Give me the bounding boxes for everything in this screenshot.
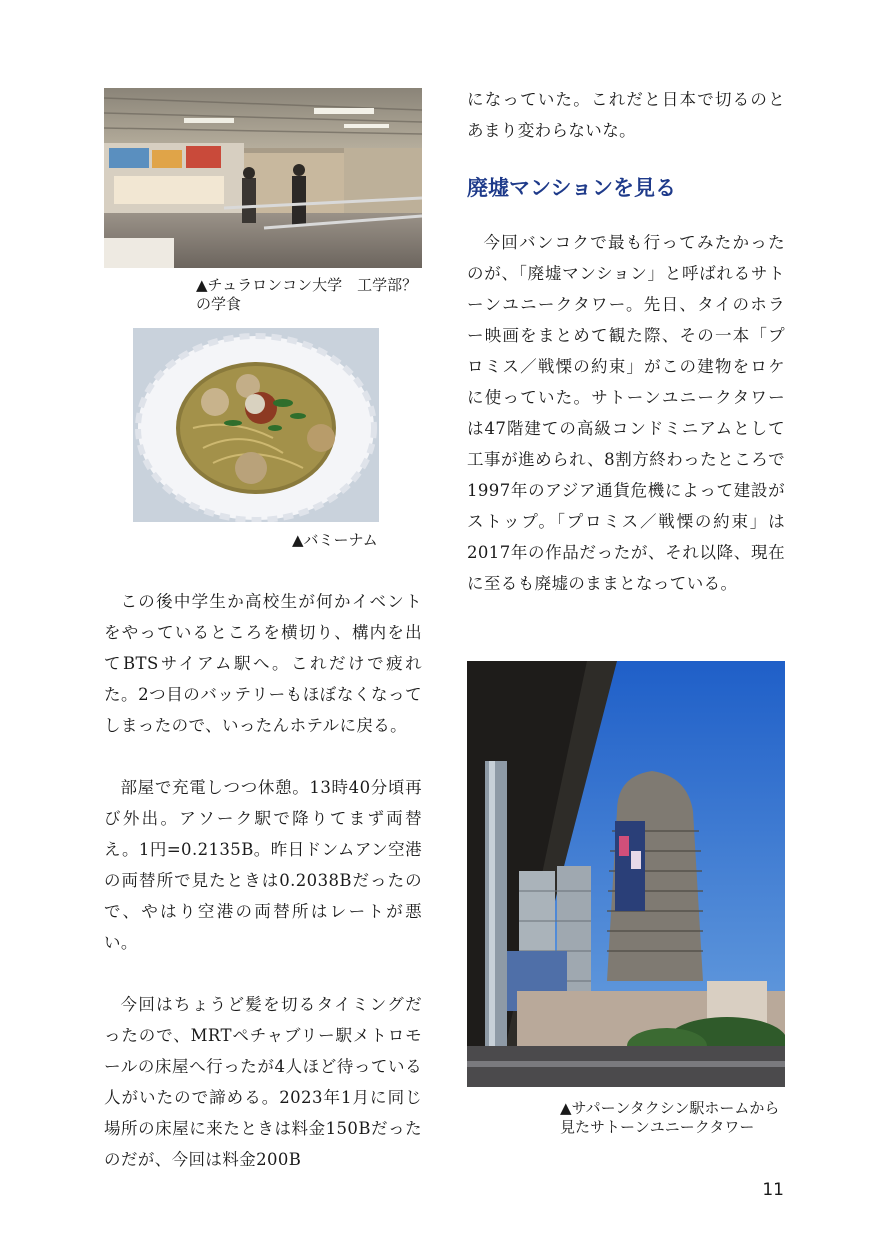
section-heading: 廃墟マンションを見る [467, 176, 677, 200]
noodle-soup-photo [133, 328, 379, 522]
cafeteria-photo [104, 88, 422, 268]
caption-cafeteria: ▲チュラロンコン大学 工学部？の学食 [196, 276, 418, 313]
caption-tower: ▲サパーンタクシン駅ホームから見たサトーンユニークタワー [560, 1099, 780, 1136]
tower-photo [467, 661, 785, 1087]
left-body-text [104, 586, 422, 1175]
right-continuation-text [467, 84, 785, 146]
paragraph-exchange: 部屋で充電しつつ休憩。13時40分頃再び外出。アソーク駅で降りてまず両替え。1円=0.2135B。昨日ドンムアン空港の両替所で見たときは0.2038Bだったので、やはり空港の両替所はレートが悪い。 [104, 778, 422, 952]
paragraph-after-event: この後中学生か高校生が何かイベントをやっているところを横切り、構内を出てBTSサイアム駅へ。これだけで疲れた。2つ目のバッテリーもほぼなくなってしまったので、いったんホテルに戻る。 [104, 592, 422, 735]
paragraph-abandoned-tower: 今回バンコクで最も行ってみたかったのが、「廃墟マンション」と呼ばれるサトーンユニークタワー。先日、タイのホラー映画をまとめて観た際、その一本「プロミス／戦慄の約束」がこの建物をロケに使っていた。サトーンユニークタワーは47階建ての高級コンドミニアムとして工事が進められ、8割方終わったところで1997年のアジア通貨危機によって建設がストップ。「プロミス／戦慄の約束」は2017年の作品だったが、それ以降、現在に至るも廃墟のままとなっている。 [467, 233, 785, 593]
continuation-paragraph: になっていた。これだと日本で切るのとあまり変わらないな。 [467, 90, 785, 140]
paragraph-haircut: 今回はちょうど髪を切るタイミングだったので、MRTペチャブリー駅メトロモールの床屋へ行ったが4人ほど待っている人がいたので諦める。2023年1月に同じ場所の床屋に来たときは料金150Bだったのだが、今回は料金200B [104, 995, 422, 1169]
right-body-text [467, 227, 785, 599]
caption-noodle: ▲バミーナム [292, 531, 378, 549]
page-number: 11 [762, 1180, 784, 1200]
